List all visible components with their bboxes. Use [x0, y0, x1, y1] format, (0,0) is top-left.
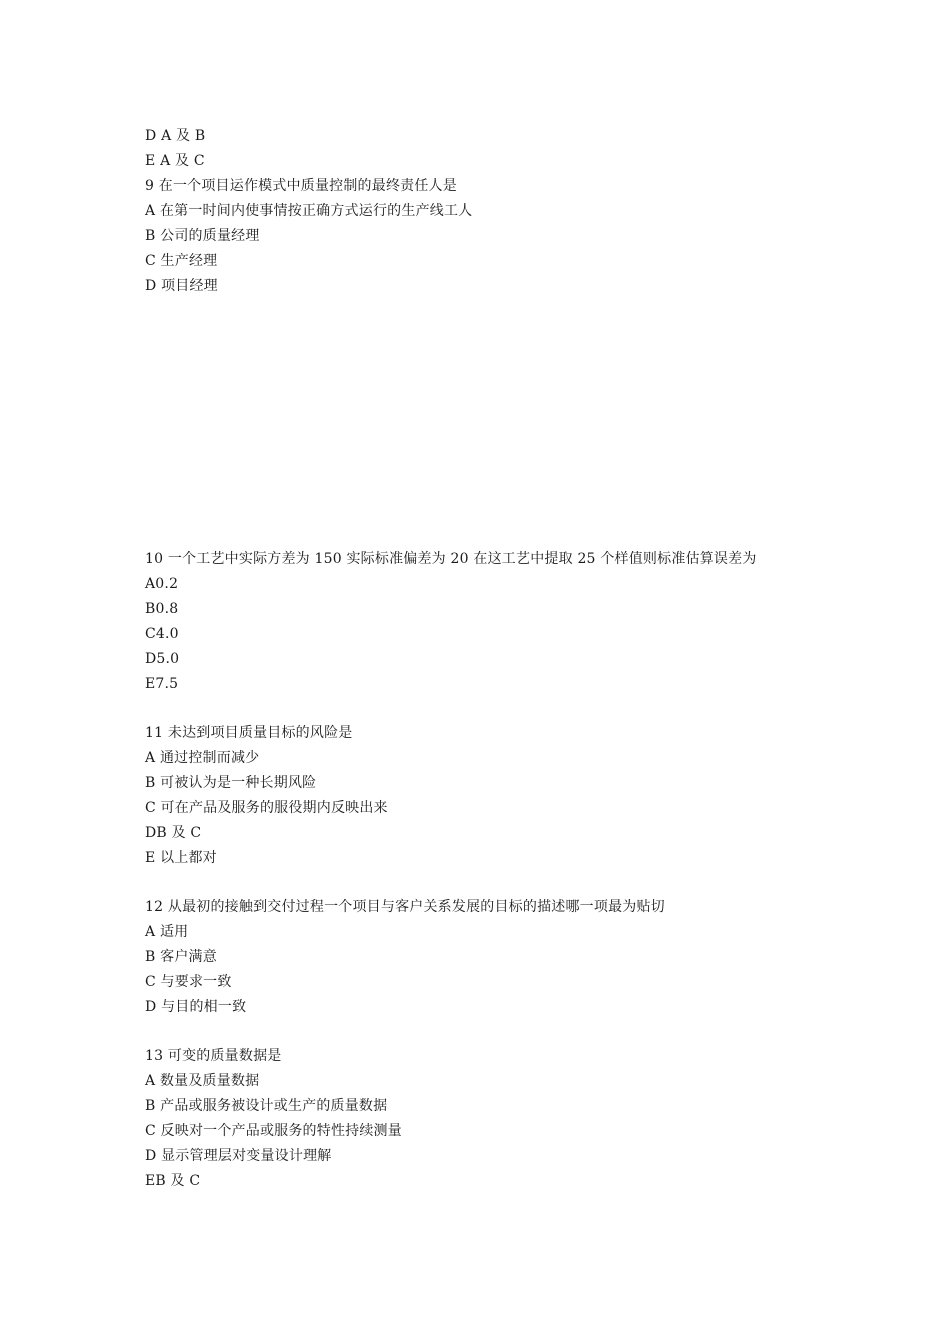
question-12: [145, 895, 865, 1020]
question-9-text: 9 在一个项目运作模式中质量控制的最终责任人是: [145, 178, 457, 194]
option-12-a: A 适用: [145, 924, 189, 940]
option-10-d: D5.0: [145, 651, 180, 667]
question-11-text: 11 未达到项目质量目标的风险是: [145, 725, 353, 741]
option-9-b: B 公司的质量经理: [145, 228, 260, 244]
option-13-d: D 显示管理层对变量设计理解: [145, 1148, 332, 1164]
question-12-text: 12 从最初的接触到交付过程一个项目与客户关系发展的目标的描述哪一项最为贴切: [145, 899, 665, 915]
option-9-c: C 生产经理: [145, 253, 218, 269]
option-12-d: D 与目的相一致: [145, 999, 247, 1015]
option-10-e: E7.5: [145, 676, 179, 692]
option-11-d: DB 及 C: [145, 825, 202, 841]
question-11: [145, 721, 865, 871]
question-13: [145, 1044, 865, 1194]
question-9: [145, 174, 865, 299]
option-9-d: D 项目经理: [145, 278, 218, 294]
option-13-e: EB 及 C: [145, 1173, 201, 1189]
option-8-e: E A 及 C: [145, 153, 205, 169]
option-11-c: C 可在产品及服务的服役期内反映出来: [145, 800, 388, 816]
option-11-a: A 通过控制而减少: [145, 750, 260, 766]
option-13-c: C 反映对一个产品或服务的特性持续测量: [145, 1123, 402, 1139]
question-13-text: 13 可变的质量数据是: [145, 1048, 282, 1064]
option-12-b: B 客户满意: [145, 949, 217, 965]
option-13-a: A 数量及质量数据: [145, 1073, 260, 1089]
option-11-b: B 可被认为是一种长期风险: [145, 775, 317, 791]
option-8-d: D A 及 B: [145, 128, 206, 144]
option-11-e: E 以上都对: [145, 850, 217, 866]
option-10-c: C4.0: [145, 626, 179, 642]
option-10-a: A0.2: [145, 576, 179, 592]
option-9-a: A 在第一时间内使事情按正确方式运行的生产线工人: [145, 203, 473, 219]
question-10-text: 10 一个工艺中实际方差为 150 实际标准偏差为 20 在这工艺中提取 25 个样值则标准估算误差为: [145, 551, 757, 567]
option-12-c: C 与要求一致: [145, 974, 232, 990]
question-10: [145, 547, 865, 697]
question-8-tail: [145, 124, 865, 174]
option-13-b: B 产品或服务被设计或生产的质量数据: [145, 1098, 388, 1114]
option-10-b: B0.8: [145, 601, 179, 617]
